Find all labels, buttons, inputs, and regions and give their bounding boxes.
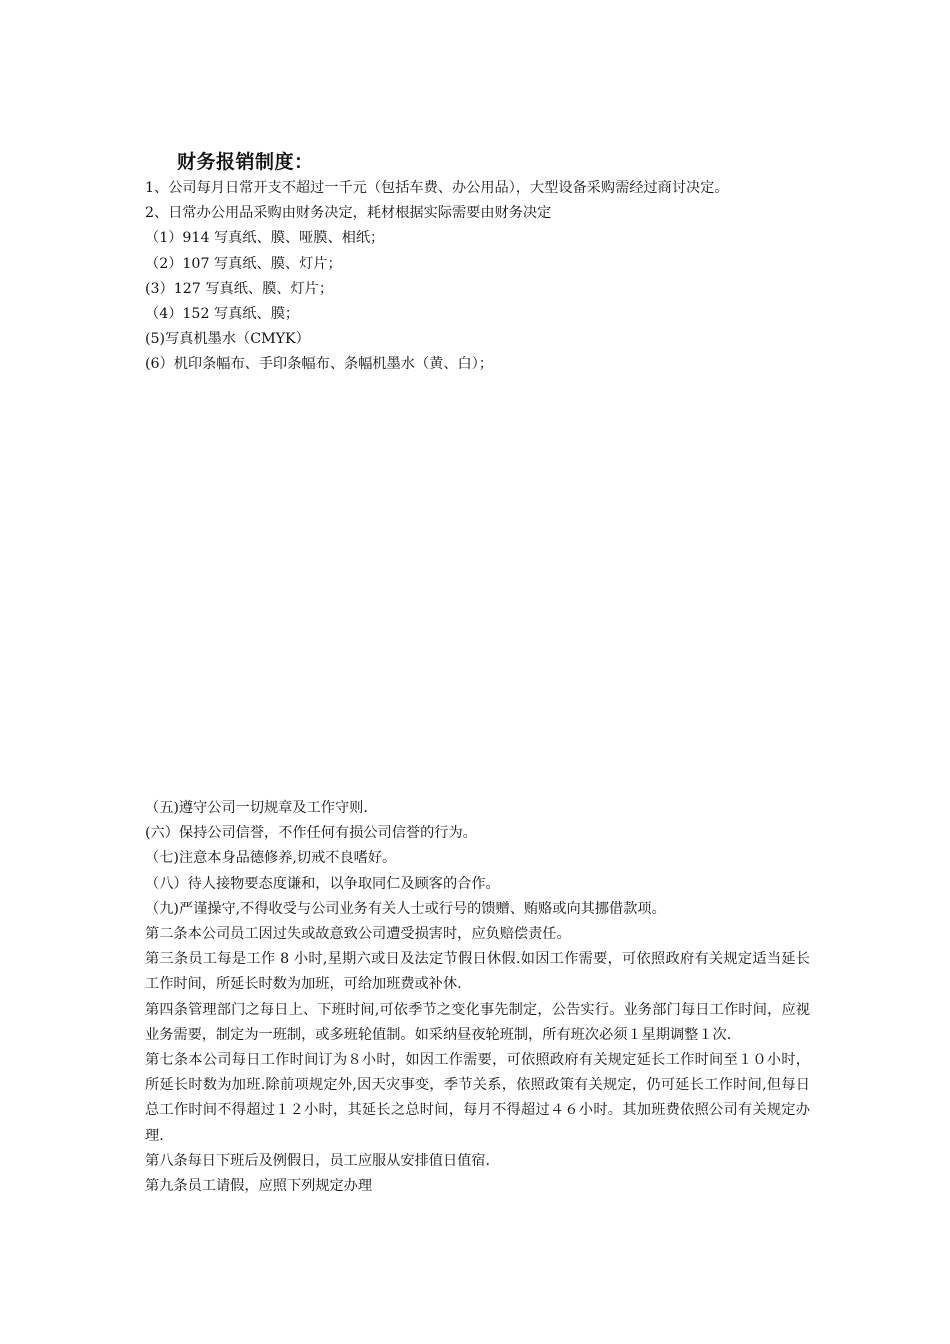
supply-item-3: (3）127 写真纸、膜、灯片； (145, 280, 334, 297)
rule-item-1: 1、公司每月日常开支不超过一千元（包括车费、办公用品），大型设备采购需经过商讨决定。 (145, 180, 729, 196)
article-9: 第九条员工请假，应照下列规定办理 (145, 1178, 373, 1195)
rule-item-2: 2、日常办公用品采购由财务决定，耗材根据实际需要由财务决定 (145, 205, 552, 222)
supply-item-2: （2）107 写真纸、膜、灯片； (145, 255, 342, 272)
article-8: 第八条每日下班后及例假日，员工应服从安排值日值宿. (145, 1152, 491, 1169)
expense-rules-section (145, 176, 810, 378)
conduct-item-7: （七)注意本身品德修养,切戒不良嗜好。 (145, 850, 397, 867)
supply-item-4: （4）152 写真纸、膜； (145, 306, 300, 323)
article-3: 第三条员工每是工作 8 小时,星期六或日及法定节假日休假.如因工作需要，可依照政府有关规定适当延长工作时间，所延长时数为加班，可给加班费或补休. (145, 951, 810, 993)
conduct-item-8: （八）待人接物要态度谦和，以争取同仁及顾客的合作。 (145, 875, 500, 892)
article-7: 第七条本公司每日工作时间订为８小时，如因工作需要，可依照政府有关规定延长工作时间至１０小时，所延长时数为加班.除前项规定外,因天灾事变，季节关系，依照政策有关规定，仍可延长工作时间,但每日总工作时间不得超过１２小时，其延长之总时间，每月不得超过４６小时。其加班费依照公司有关规定办理. (145, 1052, 810, 1144)
article-4: 第四条管理部门之每日上、下班时间,可依季节之变化事先制定，公告实行。业务部门每日工作时间，应视业务需要，制定为一班制，或多班轮值制。如采纳昼夜轮班制，所有班次必须１星期调整１次. (145, 1001, 810, 1043)
supply-item-6: (6）机印条幅布、手印条幅布、条幅机墨水（黄、白）； (145, 356, 493, 373)
conduct-item-9: （九)严谨操守,不得收受与公司业务有关人士或行号的馈赠、贿赂或向其挪借款项。 (145, 900, 666, 917)
employee-rules-section (145, 796, 810, 1199)
supply-item-5: (5)写真机墨水（CMYK） (145, 331, 310, 348)
conduct-item-5: （五)遵守公司一切规章及工作守则. (145, 800, 368, 816)
supply-item-1: （1）914 写真纸、膜、哑膜、相纸； (145, 230, 385, 247)
conduct-item-6: (六）保持公司信誉，不作任何有损公司信誉的行为。 (145, 825, 477, 842)
article-2: 第二条本公司员工因过失或故意致公司遭受损害时，应负赔偿责任。 (145, 926, 571, 943)
document-title: 财务报销制度： (177, 151, 314, 173)
